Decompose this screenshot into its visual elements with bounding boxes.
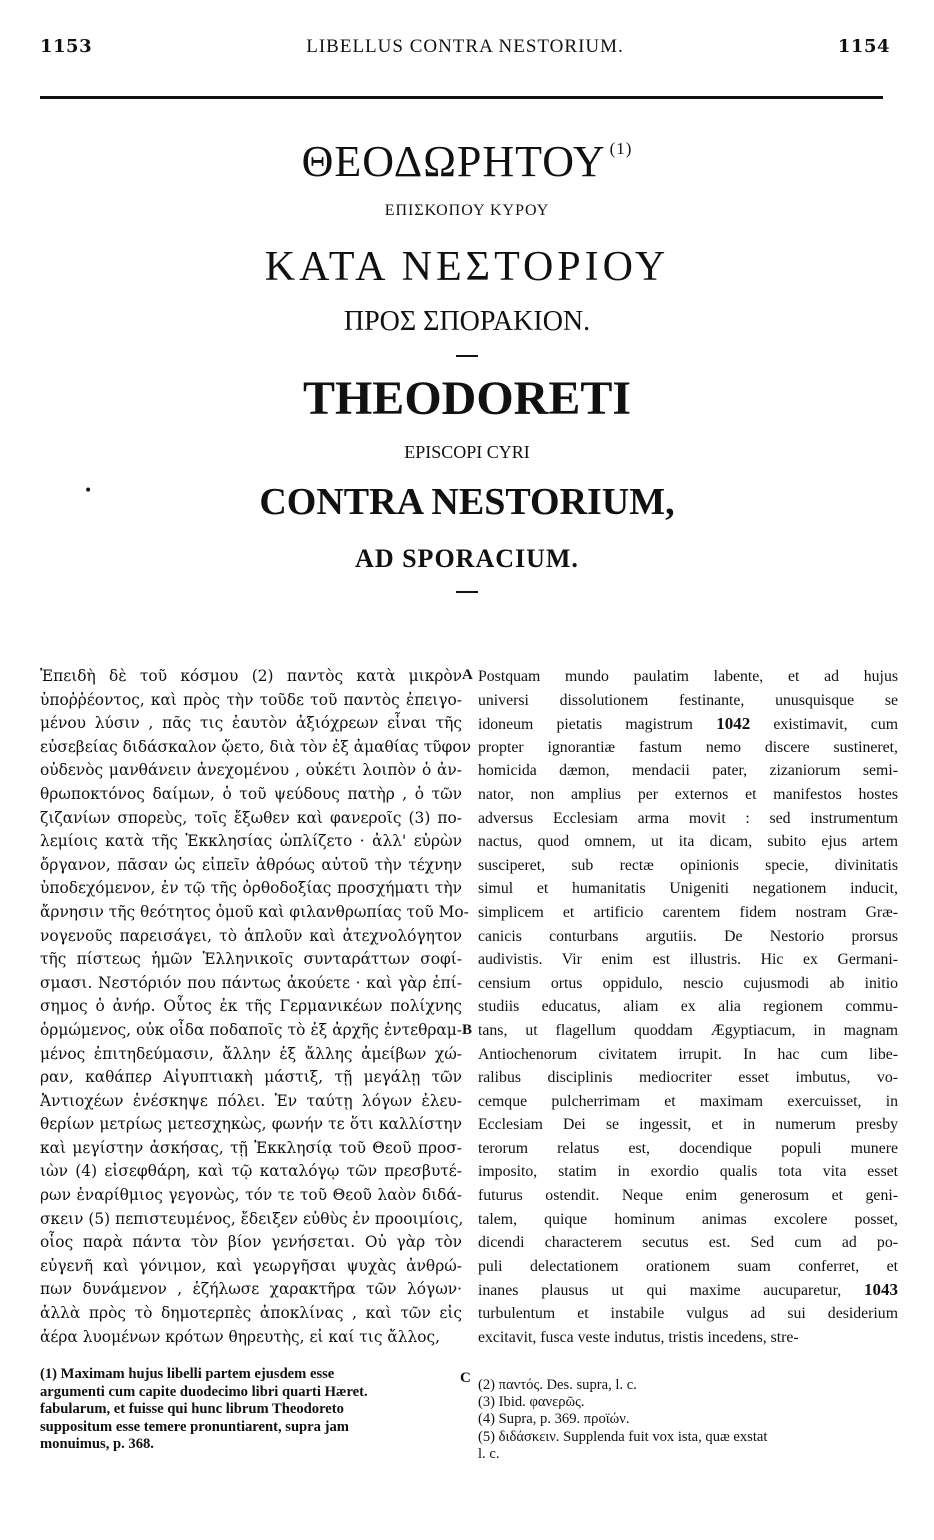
header-rule	[40, 96, 883, 99]
running-head	[40, 36, 890, 60]
greek-text-line: τῆς πίστεως ἡμῶν Ἑλληνικοῖς συνταράττων σοφί-	[40, 950, 462, 969]
running-title: LIBELLUS CONTRA NESTORIUM.	[306, 36, 624, 57]
greek-text-line: σημος ὁ ἀνήρ. Οὗτος ἐκ τῆς Γερμανικέων πολίχνης	[40, 997, 462, 1016]
bullet-mark: •	[84, 483, 93, 499]
greek-text-line: ιὼν (4) εἰσεφθάρη, καὶ τῷ καταλόγῳ τῶν πρεσβυτέ-	[40, 1162, 462, 1181]
margin-marker-c: C	[460, 1370, 471, 1386]
greek-text-line: θρωποκτόνος δαίμων, ὁ τοῦ ψεύδους πατὴρ , ὁ τῶν	[40, 784, 462, 803]
latin-text-line: futurus ostendit. Neque enim generosum et geni-	[478, 1187, 898, 1205]
latin-text-line: talem, quique hominum animas excolere posset,	[478, 1210, 898, 1228]
latin-text-line: susciperet, sub rectæ opinionis specie, divinitatis	[478, 856, 898, 874]
greek-text-line: Ἀντιοχέων ἐνέσκηψε πόλει. Ἐν ταύτῃ λόγων ἐλευ-	[40, 1091, 462, 1110]
latin-text-line: propter ignorantiæ fastum nemo discere sustineret,	[478, 738, 898, 756]
footnote-line: (1) Maximam hujus libelli partem ejusdem esse	[40, 1366, 335, 1382]
latin-text-line: audivistis. Vir enim est illustris. Hic ex Germani-	[478, 951, 898, 969]
latin-text-line: Antiochenorum civitatem irrupit. In hac cum libe-	[478, 1045, 898, 1063]
latin-text-column	[478, 665, 898, 1349]
footnote-line: monuimus, p. 368.	[40, 1436, 154, 1453]
footnotes-right	[478, 1377, 898, 1463]
footnote-line: argumenti cum capite duodecimo libri quarti Hæret.	[40, 1383, 368, 1400]
greek-text-line: λεμίοις κατὰ τῆς Ἐκκλησίας ὡπλίζετο · ἀλλ' εὑρὼν	[40, 832, 462, 851]
latin-subtitle: EPISCOPI CYRI	[404, 442, 530, 462]
greek-text-line: ὑποδεχόμενον, ἐν τῷ τῆς ὀρθοδοξίας προσχήματι τὴν	[40, 879, 462, 898]
title-divider-bottom	[456, 591, 478, 593]
greek-author-title	[40, 120, 894, 191]
greek-text-line: ἄρνησιν τῆς θεότητος ὁμοῦ καὶ φιλανθρωπίας τοῦ Μο-	[40, 902, 469, 921]
latin-text-line: simul et humanitatis Unigeniti negationem inducit,	[478, 880, 898, 898]
greek-author-text: ΘΕΟΔΩΡΗΤΟΥ	[301, 137, 606, 186]
latin-text-line: censium ortus oppidulo, nescio cujusmodi ab initio	[478, 974, 898, 992]
greek-title: ΚΑΤΑ ΝΕΣΤΟΡΙΟΥ	[264, 244, 670, 290]
greek-text-line: εὐσεβείας διδάσκαλον ᾤετο, διὰ τὸν ἐξ ἀμαθίας τῦφον	[40, 737, 471, 756]
latin-text-line: turbulentum et instabile vulgus ad sui desiderium	[478, 1305, 898, 1323]
latin-text-line: excitavit, fusca veste indutus, tristis incedens, stre-	[478, 1328, 799, 1346]
latin-text-line: studiis educatus, aliam ex alia regionem commu-	[478, 998, 898, 1016]
latin-text-line: tans, ut flagellum quoddam Ægyptiacum, in magnam	[478, 1021, 898, 1039]
latin-text-line: dicendi characterem secutus est. Sed cum ad po-	[478, 1234, 898, 1252]
page-number-left: 1153	[40, 36, 93, 57]
margin-marker-b: B	[462, 1022, 473, 1038]
latin-text-fragment: existimavit, cum	[773, 716, 899, 734]
latin-text-line: ralibus disciplinis mediocriter esset imbutus, vo-	[478, 1069, 898, 1087]
page-number-right: 1154	[837, 36, 890, 57]
latin-text-line: imposito, statim in exordio qualis tota vita esset	[478, 1163, 898, 1181]
latin-text-line: cemque pulcherrimam et maximam exercuisset, in	[478, 1092, 898, 1110]
greek-text-line: σκειν (5) πεπιστευμένος, ἔδειξεν εὐθὺς ἐν προοιμίοις,	[40, 1209, 464, 1228]
greek-text-line: ὁρμώμενος, οὐκ οἶδα ποδαποῖς τὸ ἐξ ἀρχῆς ἐντεθραμ-	[40, 1020, 462, 1039]
column-number: 1043	[864, 1280, 899, 1300]
column-number: 1042	[716, 714, 751, 734]
greek-text-line: ὄργανον, πᾶσαν ὡς εἰπεῖν ἀθρόως αὐτοῦ τὴν τέχνην	[40, 855, 462, 874]
greek-text-line: καὶ μεγίστην ἀσκήσας, τῇ Ἐκκλησίᾳ τοῦ Θεοῦ προσ-	[40, 1138, 462, 1157]
latin-title: CONTRA NESTORIUM,	[259, 481, 675, 523]
greek-text-line: ραν, καθάπερ Αἰγυπτιακὴ μάστιξ, τῇ μεγάλῃ τῶν	[40, 1068, 462, 1087]
latin-text-line: universi dissolutionem festinante, unusquisque se	[478, 691, 898, 709]
footnote-line: (5) διδάσκειν. Supplenda fuit vox ista, quæ exstat	[478, 1428, 768, 1445]
latin-author-title: THEODORETI	[302, 372, 632, 425]
margin-marker-a: A	[462, 667, 473, 683]
latin-text-line: homicida dæmon, mendacii pater, zizaniorum semi-	[478, 762, 898, 780]
footnote-line: l. c.	[478, 1445, 500, 1462]
greek-text-line: ἀέρα λυομένων κρότων θηρευτὴς, εἰ καί τις ἄλλος,	[40, 1327, 441, 1346]
footnote-line: (3) Ibid. φανερῶς.	[478, 1394, 585, 1411]
latin-text-line: puli delectationem orationem suam conferret, et	[478, 1257, 898, 1275]
greek-text-line: ἀλλὰ πρὸς τὸ δημοτερπὲς ἀποκλίνας , καὶ τῶν εἰς	[40, 1304, 462, 1323]
greek-text-line: πων δυνάμενον , ἐζήλωσε χαρακτῆρα τῶν λόγων·	[40, 1280, 462, 1299]
footnotes-left	[40, 1366, 468, 1454]
greek-text-line: μένος ἐπιτηδεύμασιν, ἄλλην ἐξ ἄλλης ἀμείβων χώ-	[40, 1044, 462, 1063]
latin-addressee: AD SPORACIUM.	[355, 544, 579, 573]
latin-text-line: Postquam mundo paulatim labente, et ad hujus	[478, 668, 898, 685]
greek-addressee: ΠΡΟΣ ΣΠΟΡΑΚΙΟΝ.	[343, 306, 591, 337]
footnote-line: (2) παντός. Des. supra, l. c.	[478, 1377, 637, 1393]
greek-text-column	[40, 665, 471, 1349]
greek-text-line: νογενοῦς παρεισάγει, τὸ ἁπλοῦν καὶ ἀτεχνολόγητον	[40, 926, 462, 945]
footnote-line: suppositum esse temere pronuntiarent, supra jam	[40, 1418, 349, 1435]
greek-text-line: οἷος παρὰ πάντα τὸν βίον γενήσεται. Οὐ γὰρ τὸν	[40, 1233, 462, 1252]
greek-text-line: εὐγενῆ καὶ γόνιμον, καὶ γεωργῆσαι ψυχὰς ἀνθρώ-	[40, 1256, 462, 1275]
greek-text-line: μένου λύσιν , πᾶς τις ἑαυτὸν ἀξιόχρεων εἶναι τῆς	[40, 714, 462, 733]
title-divider	[456, 355, 478, 357]
greek-subtitle: ΕΠΙΣΚΟΠΟΥ ΚΥΡΟΥ	[384, 202, 550, 219]
title-block	[40, 120, 894, 593]
latin-text-line: idoneum pietatis magistrum 1042 existimavit, cum	[478, 714, 899, 734]
greek-text-line: ὑποῤῥέοντος, καὶ πρὸς τὴν τοῦδε τοῦ παντὸς ἐπειγο-	[40, 690, 462, 709]
greek-text-line: οὐδενὸς μανθάνειν ἀνεχομένου , οὐκέτι λοιπὸν ὁ ἀν-	[40, 761, 462, 780]
greek-text-line: ζιζανίων σπορεὺς, τοῖς ἔξωθεν καὶ φανεροῖς (3) πο-	[40, 808, 462, 827]
greek-text-line: ρων ἐναρίθμιος γεγονὼς, τόν τε τοῦ Θεοῦ λαὸν διδά-	[40, 1186, 462, 1205]
greek-text-line: θερίων μετρίως μετεσχηκὼς, φωνήν τε ὅτι καλλίστην	[40, 1115, 462, 1134]
latin-text-line: nator, non amplius per externos et manifestos hostes	[478, 785, 898, 803]
latin-text-line: inanes plausus ut qui maxime aucuparetur, 1043	[478, 1280, 899, 1300]
latin-text-line: canicis conturbans argutiis. De Nestorio prorsus	[478, 927, 898, 945]
greek-author-note: (1)	[609, 139, 633, 158]
footnote-line: fabularum, et fuisse qui hunc librum Theodoreto	[40, 1401, 344, 1418]
latin-text-line: nactus, quod omnem, ut ita dicam, subito ejus artem	[478, 833, 898, 851]
greek-text-line: σμασι. Νεστόριόν που πάντως ἀκούετε · καὶ γὰρ ἐπί-	[40, 973, 462, 992]
latin-text-line: adversus Ecclesiam arma movit : sed instrumentum	[478, 809, 898, 827]
latin-text-line: Ecclesiam Dei se ingessit, et in numerum presby	[478, 1116, 898, 1134]
footnote-line: (4) Supra, p. 369. προϊών.	[478, 1411, 630, 1428]
greek-text-line: Ἐπειδὴ δὲ τοῦ κόσμου (2) παντὸς κατὰ μικρὸν	[40, 667, 462, 685]
latin-text-line: terorum relatus est, docendique populi munere	[478, 1139, 898, 1157]
latin-text-line: simplicem et artificio carentem fidem nostram Græ-	[478, 903, 898, 921]
